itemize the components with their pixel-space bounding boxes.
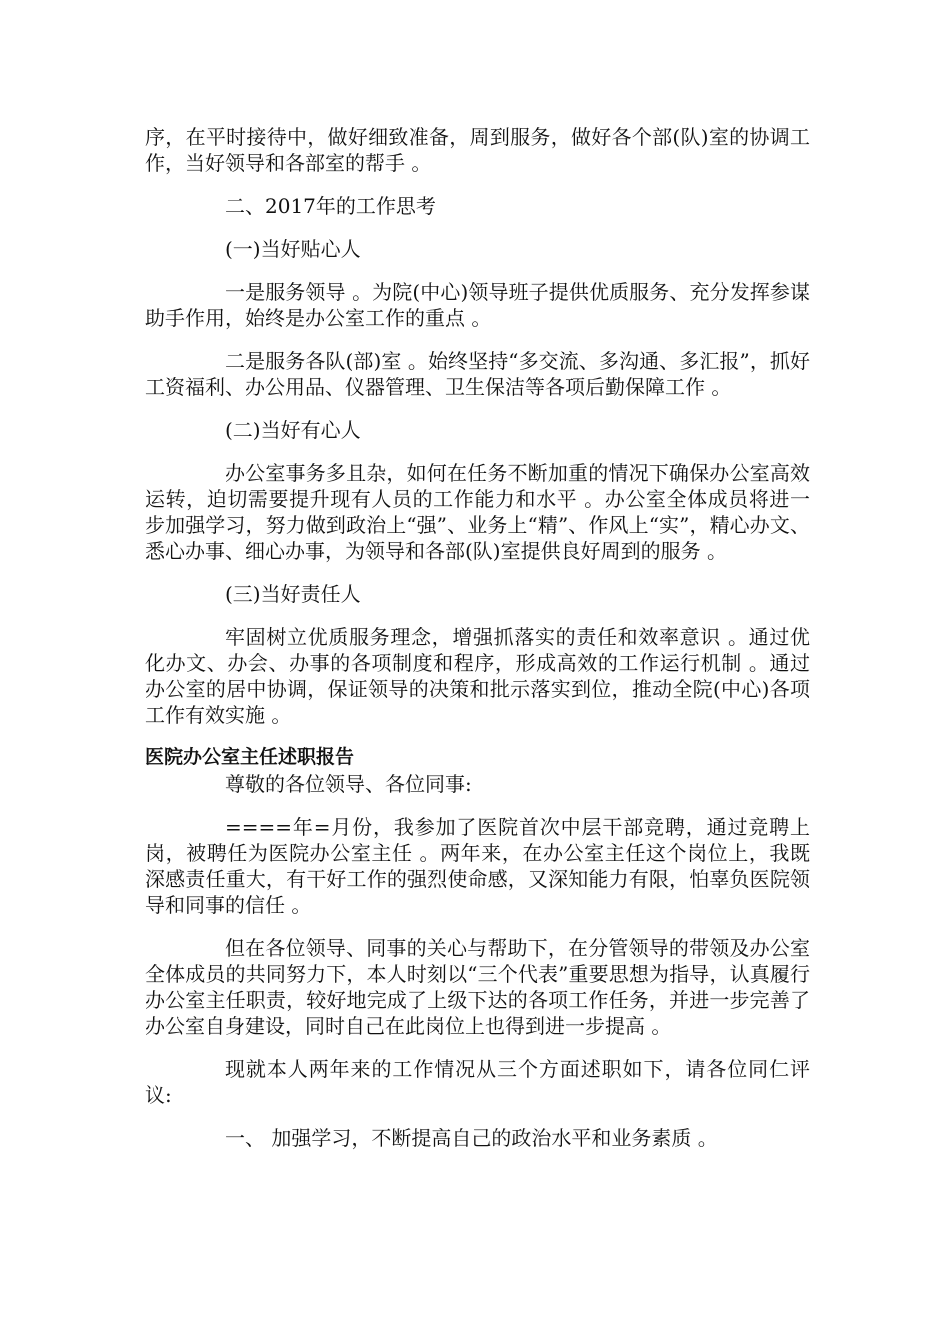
paragraph-continued: 序，在平时接待中，做好细致准备，周到服务，做好各个部(队)室的协调工作，当好领导和各部室的帮手 。 — [145, 125, 810, 175]
paragraph-office-affairs: 办公室事务多且杂，如何在任务不断加重的情况下确保办公室高效运转，迫切需要提升现有人员的工作能力和水平 。办公室全体成员将进一步加强学习，努力做到政治上“强”、业务上“精”、作风上“实”，精心办文、悉心办事、细心办事，为领导和各部(队)室提供良好周到的服务 。 — [145, 461, 810, 563]
point-one: 一、 加强学习，不断提高自己的政治水平和业务素质 。 — [225, 1126, 718, 1150]
section-heading-2017: 二、2017年的工作思考 — [225, 194, 436, 218]
subheading-1: (一)当好贴心人 — [225, 237, 361, 261]
paragraph-serve-leaders: 一是服务领导 。为院(中心)领导班子提供优质服务、充分发挥参谋助手作用，始终是办公室工作的重点 。 — [145, 280, 810, 330]
subheading-3: (三)当好责任人 — [225, 582, 361, 606]
paragraph-intro-review: 现就本人两年来的工作情况从三个方面述职如下，请各位同仁评议: — [145, 1057, 810, 1107]
paragraph-appointment: ====年=月份，我参加了医院首次中层干部竞聘，通过竞聘上岗，被聘任为医院办公室主任 。两年来，在办公室主任这个岗位上，我既深感责任重大，有干好工作的强烈使命感，又深知能力有限，怕辜负医院领导和同事的信任 。 — [145, 815, 810, 917]
paragraph-responsibility: 牢固树立优质服务理念，增强抓落实的责任和效率意识 。通过优化办文、办会、办事的各项制度和程序，形成高效的工作运行机制 。通过办公室的居中协调，保证领导的决策和批示落实到位，推动全院(中心)各项工作有效实施 。 — [145, 625, 810, 727]
document-page — [145, 124, 810, 1168]
paragraph-serve-departments: 二是服务各队(部)室 。始终坚持“多交流、多沟通、多汇报”，抓好工资福利、办公用品、仪器管理、卫生保洁等各项后勤保障工作 。 — [145, 349, 810, 399]
report-title: 医院办公室主任述职报告 — [145, 746, 355, 768]
greeting: 尊敬的各位领导、各位同事: — [225, 772, 472, 796]
paragraph-achievements: 但在各位领导、同事的关心与帮助下，在分管领导的带领及办公室全体成员的共同努力下，本人时刻以“三个代表”重要思想为指导，认真履行办公室主任职责，较好地完成了上级下达的各项工作任务，并进一步完善了办公室自身建设，同时自己在此岗位上也得到进一步提高 。 — [145, 936, 810, 1038]
subheading-2: (二)当好有心人 — [225, 418, 361, 442]
